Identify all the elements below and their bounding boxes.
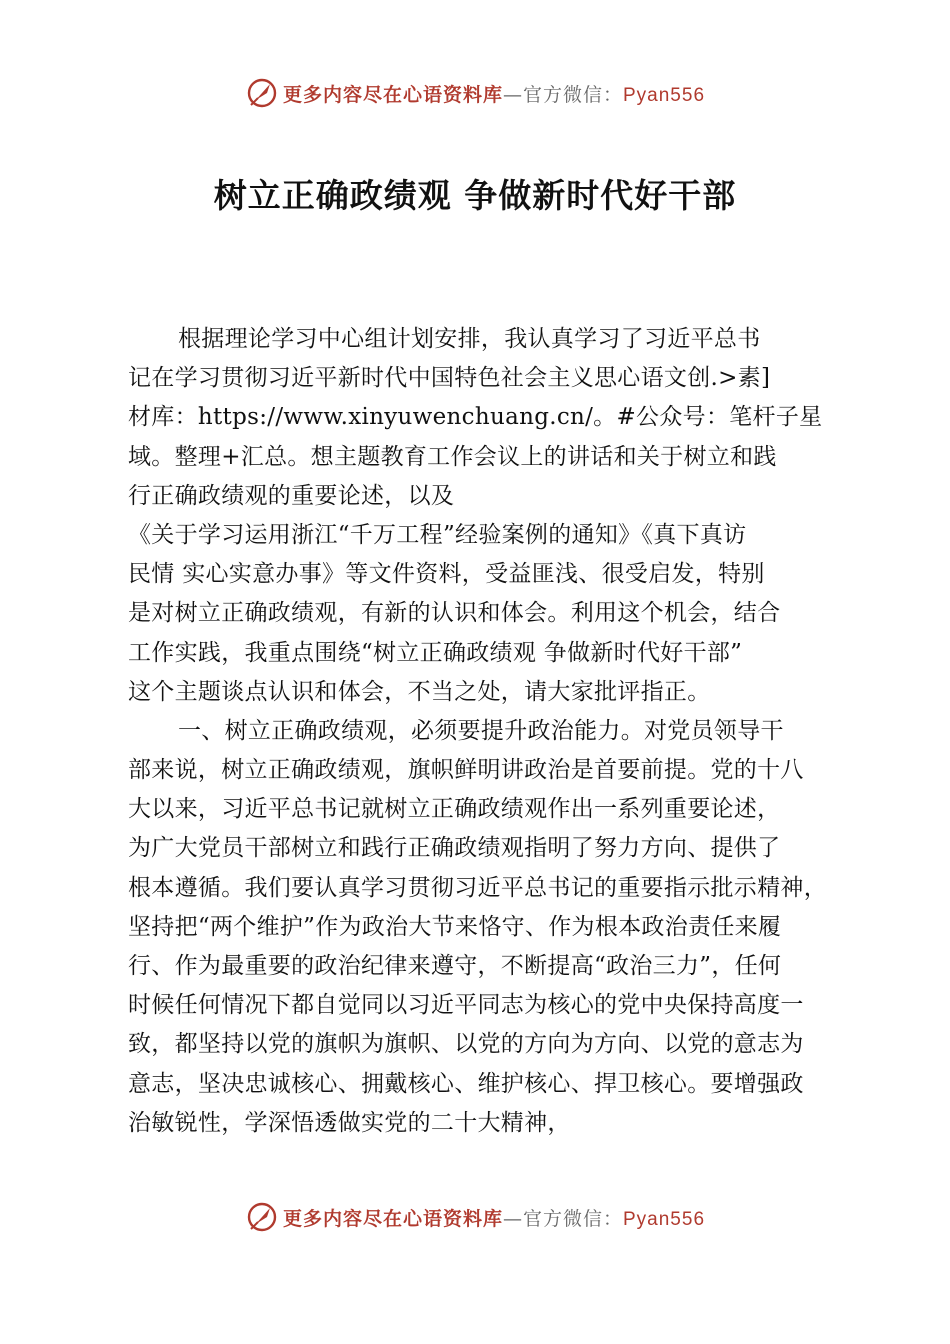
body-line: 一、树立正确政绩观，必须要提升政治能力。对党员领导干 bbox=[178, 717, 784, 744]
quill-logo-icon bbox=[245, 1200, 279, 1234]
banner-site-name: 更多内容尽在心语资料库 bbox=[282, 1207, 503, 1230]
banner-separator: — bbox=[502, 1207, 523, 1230]
document-body bbox=[128, 320, 848, 1143]
body-line: 材库：https://www.xinyuwenchuang.cn/。#公众号：笔杆子星 bbox=[128, 404, 823, 431]
footer-banner bbox=[0, 1197, 950, 1237]
body-line: 民情 实心实意办事》等文件资料，受益匪浅、很受启发，特别 bbox=[128, 561, 765, 588]
body-line: 这个主题谈点认识和体会，不当之处，请大家批评指正。 bbox=[128, 678, 711, 705]
body-line: 记在学习贯彻习近平新时代中国特色社会主义思心语文创.>素] bbox=[128, 365, 771, 392]
body-line: 致，都坚持以党的旗帜为旗帜、以党的方向为方向、以党的意志为 bbox=[128, 1031, 804, 1058]
body-line: 治敏锐性，学深悟透做实党的二十大精神， bbox=[128, 1109, 571, 1136]
body-line: 大以来，习近平总书记就树立正确政绩观作出一系列重要论述， bbox=[128, 796, 781, 823]
header-banner bbox=[0, 73, 950, 113]
body-line: 部来说，树立正确政绩观，旗帜鲜明讲政治是首要前提。党的十八 bbox=[128, 757, 804, 784]
body-line: 为广大党员干部树立和践行正确政绩观指明了努力方向、提供了 bbox=[128, 835, 781, 862]
body-line: 《关于学习运用浙江“千万工程”经验案例的通知》《真下真访 bbox=[128, 521, 747, 548]
banner-wechat-id: Pyan556 bbox=[623, 1208, 706, 1230]
body-line: 时候任何情况下都自觉同以习近平同志为核心的党中央保持高度一 bbox=[128, 992, 804, 1019]
document-title: 树立正确政绩观 争做新时代好干部 bbox=[213, 176, 737, 215]
banner-site-name: 更多内容尽在心语资料库 bbox=[282, 83, 503, 106]
body-line: 根本遵循。我们要认真学习贯彻习近平总书记的重要指示批示精神， bbox=[128, 874, 827, 901]
quill-logo-icon bbox=[245, 76, 279, 110]
banner-separator: — bbox=[502, 83, 523, 106]
banner-wechat-label: 官方微信： bbox=[522, 83, 623, 106]
banner-wechat-label: 官方微信： bbox=[522, 1207, 623, 1230]
body-line: 行、作为最重要的政治纪律来遵守，不断提高“政治三力”，任何 bbox=[128, 953, 782, 979]
body-line: 工作实践，我重点围绕“树立正确政绩观 争做新时代好干部” bbox=[128, 639, 743, 666]
body-line: 域。整理+汇总。想主题教育工作会议上的讲话和关于树立和践 bbox=[128, 443, 777, 470]
body-line: 意志，坚决忠诚核心、拥戴核心、维护核心、捍卫核心。要增强政 bbox=[128, 1070, 804, 1097]
body-line: 根据理论学习中心组计划安排，我认真学习了习近平总书 bbox=[178, 326, 761, 352]
body-line: 行正确政绩观的重要论述，以及 bbox=[128, 482, 455, 509]
body-line: 是对树立正确政绩观，有新的认识和体会。利用这个机会，结合 bbox=[128, 600, 781, 627]
body-line: 坚持把“两个维护”作为政治大节来恪守、作为根本政治责任来履 bbox=[128, 913, 782, 940]
banner-wechat-id: Pyan556 bbox=[623, 84, 706, 106]
